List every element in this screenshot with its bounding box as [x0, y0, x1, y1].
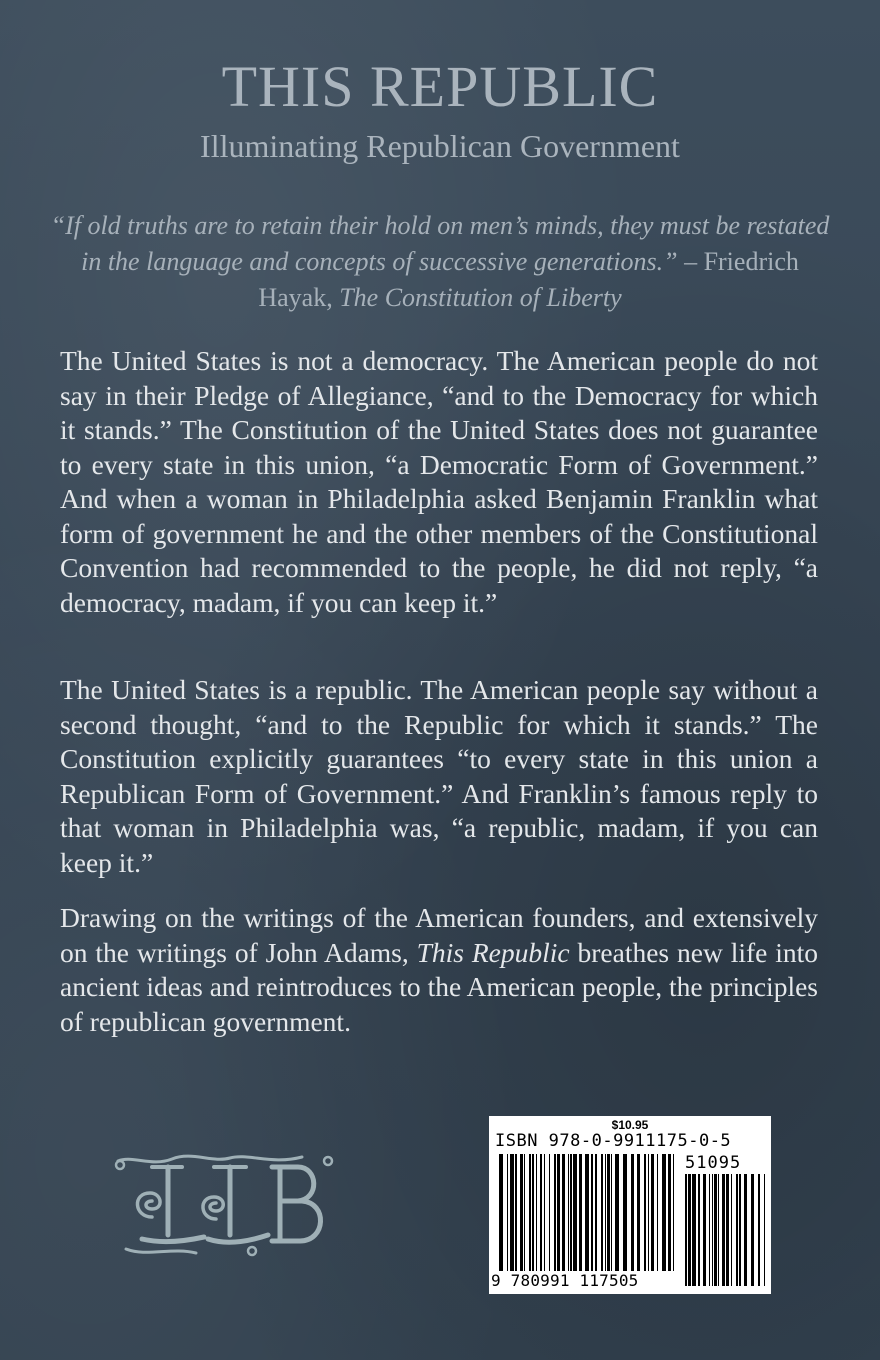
- epigraph-quote: “If old truths are to retain their hold on men’s minds, they must be restated in the language and concepts of successive generations.”: [50, 211, 830, 276]
- epigraph-author: Friedrich Hayak,: [258, 247, 799, 312]
- book-subtitle: Illuminating Republican Government: [200, 128, 680, 164]
- blurb-paragraph-1: The United States is not a democracy. The American people do not say in their Pledge of Allegiance, “and to the Democracy for which it stands.” The Constitution of the United States does not guarantee to every state in this union, “a Democratic Form of Government.” And when a woman in Philadelphia asked Benjamin Franklin what form of government he and the other members of the Constitutional Convention had recommended to the people, he did not reply, “a democracy, madam, if you can keep it.”: [60, 345, 818, 618]
- publisher-monogram-logo: [112, 1153, 340, 1257]
- blurb-p3-book-title: This Republic: [416, 936, 570, 968]
- ean-barcode-bars: [499, 1154, 677, 1284]
- blurb-p3-text-end: breathes new life into ancient ideas and reintroduces to the American people, the principles of republican government.: [60, 936, 818, 1037]
- isbn-text: ISBN 978-0-9911175-0-5: [495, 1131, 732, 1151]
- isbn-barcode-label: [489, 1116, 771, 1294]
- ean-number: 9 780991 117505: [491, 1271, 677, 1291]
- addon-barcode-bars: [685, 1174, 765, 1286]
- blurb-paragraph-3: [60, 901, 818, 1039]
- blurb-p3-text-start: Drawing on the writings of the American founders, and extensively on the writings of John Adams,: [60, 902, 818, 968]
- price-addon-number: 51095: [685, 1153, 742, 1173]
- epigraph-work: The Constitution of Liberty: [339, 283, 622, 312]
- epigraph: [50, 208, 830, 316]
- book-title: THIS REPUBLIC: [221, 54, 659, 119]
- price-label: $10.95: [611, 1118, 649, 1132]
- blurb-paragraph-2: The United States is a republic. The American people say without a second thought, “and to the Republic for which it stands.” The Constitution explicitly guarantees “to every state in this union a Republican Form of Government.” And Franklin’s famous reply to that woman in Philadelphia was, “a republic, madam, if you can keep it.”: [60, 674, 818, 878]
- epigraph-dash: –: [677, 247, 704, 276]
